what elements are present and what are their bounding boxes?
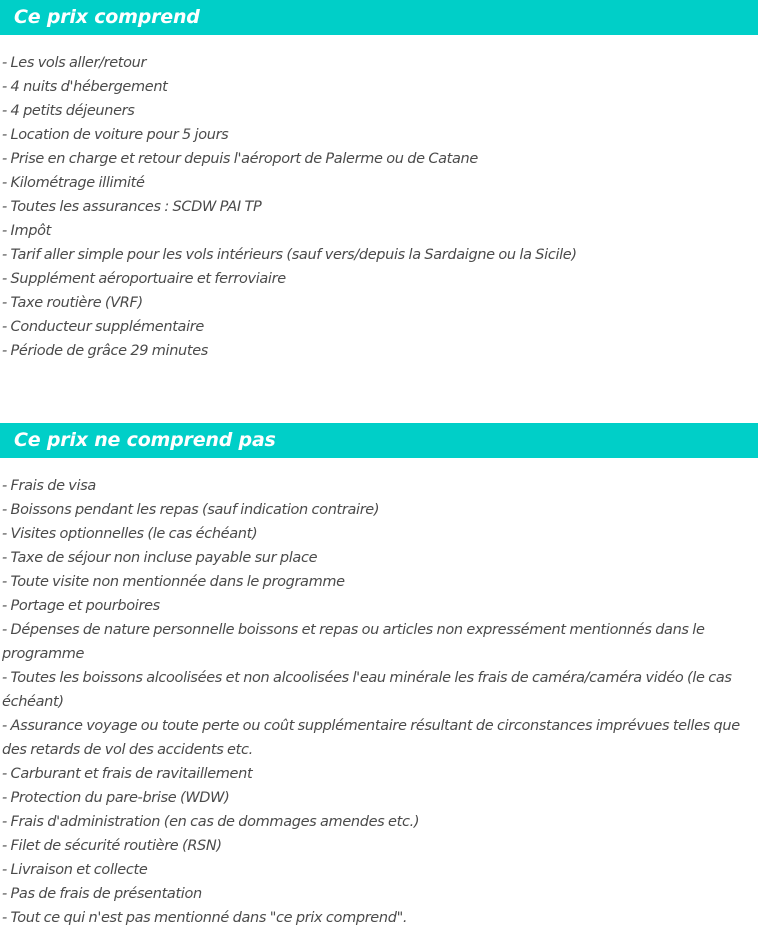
list-item: - Portage et pourboires — [2, 598, 160, 614]
list-item: - Impôt — [2, 223, 51, 239]
list-item: - Assurance voyage ou toute perte ou coût supplémentaire résultant de circonstances imprévues telles que des retards de vol des accidents etc. — [2, 718, 740, 758]
list-item: - Filet de sécurité routière (RSN) — [2, 838, 222, 854]
list-item: - Période de grâce 29 minutes — [2, 343, 208, 359]
list-item: - Conducteur supplémentaire — [2, 319, 204, 335]
list-item: - Tout ce qui n'est pas mentionné dans "ce prix comprend". — [2, 910, 408, 926]
section-body-exclusions — [0, 458, 758, 930]
list-item: - Location de voiture pour 5 jours — [2, 127, 229, 143]
section-gap — [0, 363, 758, 423]
section-title-exclusions: Ce prix ne comprend pas — [14, 429, 276, 451]
list-item: - Prise en charge et retour depuis l'aéroport de Palerme ou de Catane — [2, 151, 478, 167]
list-item: - Tarif aller simple pour les vols intérieurs (sauf vers/depuis la Sardaigne ou la Sicile) — [2, 247, 577, 263]
section-title-inclusions: Ce prix comprend — [14, 6, 200, 28]
list-item: - Pas de frais de présentation — [2, 886, 202, 902]
list-item: - 4 nuits d'hébergement — [2, 79, 168, 95]
list-item: - Dépenses de nature personnelle boissons et repas ou articles non expressément mentionnés dans le programme — [2, 622, 705, 662]
list-item: - Supplément aéroportuaire et ferroviaire — [2, 271, 286, 287]
list-item: - Les vols aller/retour — [2, 55, 147, 71]
section-body-inclusions — [0, 35, 758, 363]
list-item: - Carburant et frais de ravitaillement — [2, 766, 253, 782]
list-item: - Boissons pendant les repas (sauf indication contraire) — [2, 502, 380, 518]
section-header-exclusions — [0, 423, 758, 458]
list-item: - Taxe routière (VRF) — [2, 295, 143, 311]
section-inclusions — [0, 0, 758, 363]
section-exclusions — [0, 423, 758, 930]
list-item: - 4 petits déjeuners — [2, 103, 135, 119]
list-item: - Frais d'administration (en cas de dommages amendes etc.) — [2, 814, 420, 830]
list-item: - Frais de visa — [2, 478, 96, 494]
list-item: - Livraison et collecte — [2, 862, 148, 878]
list-item: - Kilométrage illimité — [2, 175, 145, 191]
section-header-inclusions — [0, 0, 758, 35]
list-item: - Toutes les boissons alcoolisées et non alcoolisées l'eau minérale les frais de caméra/caméra vidéo (le cas échéant) — [2, 670, 732, 710]
list-item: - Toutes les assurances : SCDW PAI TP — [2, 199, 262, 215]
list-item: - Taxe de séjour non incluse payable sur place — [2, 550, 318, 566]
list-item: - Protection du pare-brise (WDW) — [2, 790, 230, 806]
list-item: - Visites optionnelles (le cas échéant) — [2, 526, 258, 542]
list-item: - Toute visite non mentionnée dans le programme — [2, 574, 345, 590]
